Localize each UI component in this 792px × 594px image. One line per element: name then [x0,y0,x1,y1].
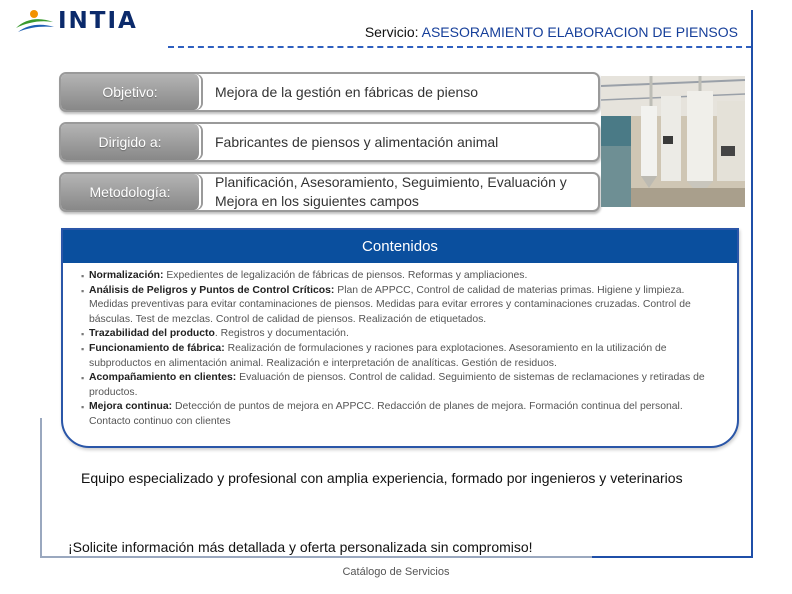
item-text: Realización de formulaciones y raciones para explotaciones. Asesoramiento en la utilización de subproductos en alimentación animal. Realización e interpretación de analíticas. Gestión de residuos. [89,342,667,369]
item-text: Plan de APPCC, Control de calidad de materias primas. Higiene y limpieza. Medidas preventivas para evitar contaminaciones de piensos. Medidas para evitar errores y contaminaciones cruzadas. Control de básculas. Test de mezclas. Control de calidad de piensos. Realización de etiquetados. [89,284,691,325]
contenidos-title: Contenidos [63,230,737,263]
objetivo-label: Objetivo: [61,74,201,110]
call-to-action: ¡Solicite información más detallada y oferta personalizada sin compromiso! [68,539,533,555]
service-label: Servicio: [364,24,419,40]
metodologia-row [59,172,600,212]
item-text: Expedientes de legalización de fábricas de piensos. Reformas y ampliaciones. [163,270,528,281]
item-term: Trazabilidad del producto [89,328,215,340]
item-term: Acompañamiento en clientes: [89,372,237,384]
dirigido-text: Fabricantes de piensos y alimentación animal [215,133,499,150]
list-item [89,269,719,284]
team-statement: Equipo especializado y profesional con amplia experiencia, formado por ingenieros y veterinarios [81,470,683,486]
intia-logo-icon [14,8,54,34]
list-item [89,400,719,429]
factory-illustration [601,76,745,207]
page-footer: Catálogo de Servicios [342,566,450,578]
item-term: Mejora continua: [89,401,173,413]
objetivo-text: Mejora de la gestión en fábricas de pienso [215,83,479,100]
logo-text: INTIA [58,8,138,34]
frame-border-bottom-accent [592,556,753,558]
item-term: Normalización: [89,270,164,281]
item-text: Evaluación de piensos. Control de calidad. Seguimiento de sistemas de reclamaciones y retiradas de productos. [89,372,705,398]
contenidos-list [63,269,737,430]
list-item [89,371,719,400]
frame-border-right [751,10,753,556]
list-item [89,327,719,342]
item-term: Análisis de Peligros y Puntos de Control Críticos: [89,284,335,296]
dirigido-row [59,122,600,162]
list-item [89,342,719,371]
metodologia-label: Metodología: [61,174,201,210]
frame-border-left [40,418,42,558]
contenidos-box [61,228,739,448]
item-text: Detección de puntos de mejora en APPCC. Redacción de planes de mejora. Formación continua del personal. Contacto continuo con clientes [89,401,683,427]
feed-factory-photo [601,76,745,207]
list-item [89,284,719,328]
objetivo-row [59,72,600,112]
item-term: Funcionamiento de fábrica: [89,342,225,354]
item-text: . Registros y documentación. [214,328,349,340]
dirigido-label: Dirigido a: [61,124,201,160]
metodologia-text: Planificación, Asesoramiento, Seguimiento, Evaluación y Mejora en los siguientes campos [215,174,567,209]
service-value: ASESORAMIENTO ELABORACION DE PIENSOS [421,24,738,40]
intia-logo [14,6,138,36]
header-divider [168,46,752,48]
service-title [365,24,738,40]
